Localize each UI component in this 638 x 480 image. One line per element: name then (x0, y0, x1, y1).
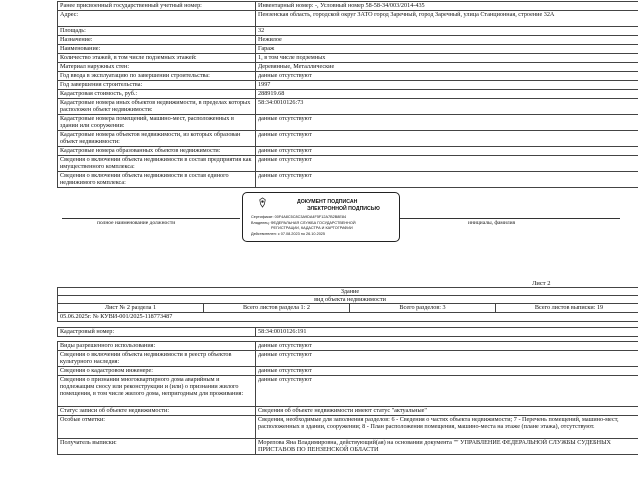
stamp-title: ДОКУМЕНТ ПОДПИСАН (297, 199, 358, 205)
signature-name-line (400, 218, 620, 219)
signature-position-label: полное наименование должности (97, 220, 176, 226)
total-sections: Всего разделов: 3 (350, 304, 496, 313)
cadastral-value: 58:34:0010126:191 (256, 328, 638, 337)
total-sheets: Всего листов выписки: 19 (496, 304, 638, 313)
section-details-table (57, 341, 638, 455)
field-value: данные отсутствуют (256, 156, 638, 172)
cadastral-label: Кадастровый номер: (58, 328, 256, 337)
sheet-number: Лист 2 (532, 280, 551, 287)
coat-of-arms-icon (257, 197, 268, 208)
field-label: Кадастровая стоимость, руб.: (58, 90, 256, 99)
field-label: Назначение: (58, 36, 256, 45)
e-signature-stamp (242, 192, 400, 242)
stamp-owner-cont: РЕГИСТРАЦИИ, КАДАСТРА И КАРТОГРАФИИ (271, 226, 353, 230)
field-value: Инвентарный номер: -, Условный номер 58-58-34/003/2014-435 (256, 2, 638, 11)
field-value: данные отсутствуют (256, 115, 638, 131)
field-value: Сведения об объекте недвижимости имеют статус "актуальные" (256, 407, 638, 416)
signature-position-line (62, 218, 240, 219)
field-label: Наименование: (58, 45, 256, 54)
cadastral-number-table (57, 327, 638, 337)
field-label: Кадастровые номера образованных объектов недвижимости: (58, 147, 256, 156)
field-value: данные отсутствуют (256, 351, 638, 367)
field-label: Количество этажей, в том числе подземных этажей: (58, 54, 256, 63)
field-label: Ранее присвоенный государственный учетный номер: (58, 2, 256, 11)
field-label: Сведения о включении объекта недвижимости в состав предприятия как имущественного комплекса: (58, 156, 256, 172)
field-value: данные отсутствуют (256, 367, 638, 376)
field-value: 32 (256, 27, 638, 36)
field-label: Материал наружных стен: (58, 63, 256, 72)
field-value: Гараж (256, 45, 638, 54)
field-value: данные отсутствуют (256, 147, 638, 156)
stamp-subtitle: ЭЛЕКТРОННОЙ ПОДПИСЬЮ (307, 206, 380, 212)
field-label: Сведения о признании многоквартирного дома аварийным и подлежащим сносу или реконструкции и (или) о признании жилого помещения, в том числе жилого дома, непригодным для проживания: (58, 376, 256, 407)
field-value: Морепова Яна Владимировна, действующий(ая) на основании документа "" УПРАВЛЕНИЕ ФЕДЕРАЛЬНОЙ СЛУЖБЫ СУДЕБНЫХ ПРИСТАВОВ ПО ПЕНЗЕНСКОЙ ОБЛАСТИ (256, 439, 638, 455)
stamp-validity: Действителен: с 07.08.2023 по 26.10.2025 (251, 232, 326, 236)
field-label: Особые отметки: (58, 416, 256, 439)
field-label: Кадастровые номера иных объектов недвижимости, в пределах которых расположен объект недвижимости: (58, 99, 256, 115)
field-label: Год завершения строительства: (58, 81, 256, 90)
signature-name-label: инициалы, фамилия (468, 220, 516, 226)
field-label: Кадастровые номера объектов недвижимости, из которых образован объект недвижимости: (58, 131, 256, 147)
field-label: Год ввода в эксплуатацию по завершении строительства: (58, 72, 256, 81)
field-value: Пензенская область, городской округ ЗАТО город Заречный, город Заречный, улица Станционная, строение 32А (256, 11, 638, 27)
field-value: 58:34:0010126:73 (256, 99, 638, 115)
field-label: Виды разрешенного использования: (58, 342, 256, 351)
sheet-of-section: Лист № 2 раздела 1 (58, 304, 204, 313)
property-details-table (57, 1, 638, 188)
field-value: Сведения, необходимые для заполнения разделов: 6 - Сведения о частях объекта недвижимости; 7 - Перечень помещений, машино-мест, расположенных в здании, сооружении; 8 - План расположения помещения, машино-места на этаже (плане этажа), отсутствуют. (256, 416, 638, 439)
stamp-owner: Владелец: ФЕДЕРАЛЬНАЯ СЛУЖБА ГОСУДАРСТВЕННОЙ (251, 221, 356, 225)
date-reference: 05.06.2025г. № КУВИ-001/2025-118773487 (58, 313, 638, 322)
field-value: 288919.68 (256, 90, 638, 99)
field-value: данные отсутствуют (256, 342, 638, 351)
field-value: данные отсутствуют (256, 72, 638, 81)
field-label: Площадь: (58, 27, 256, 36)
field-label: Адрес: (58, 11, 256, 27)
field-value: 1, в том числе подземных (256, 54, 638, 63)
field-label: Получатель выписки: (58, 439, 256, 455)
field-label: Сведения о кадастровом инженере: (58, 367, 256, 376)
total-sheets-section: Всего листов раздела 1: 2 (204, 304, 350, 313)
field-label: Сведения о включении объекта недвижимости в реестр объектов культурного наследия: (58, 351, 256, 367)
field-value: данные отсутствуют (256, 172, 638, 188)
field-label: Кадастровые номера помещений, машино-мест, расположенных в здании или сооружении: (58, 115, 256, 131)
field-label: Сведения о включении объекта недвижимости в состав единого недвижимого комплекса: (58, 172, 256, 188)
field-label: Статус записи об объекте недвижимости: (58, 407, 256, 416)
field-value: данные отсутствуют (256, 376, 638, 407)
object-type: Здание (58, 288, 638, 296)
stamp-certificate: Сертификат: 00F4A8C5C8C3A9DA4F5F12A7B2B8E84 (251, 215, 347, 219)
field-value: данные отсутствуют (256, 131, 638, 147)
field-value: Деревянные, Металлические (256, 63, 638, 72)
section-header-table (57, 287, 638, 322)
field-value: 1997 (256, 81, 638, 90)
field-value: Нежилое (256, 36, 638, 45)
object-kind: вид объекта недвижимости (58, 296, 638, 304)
